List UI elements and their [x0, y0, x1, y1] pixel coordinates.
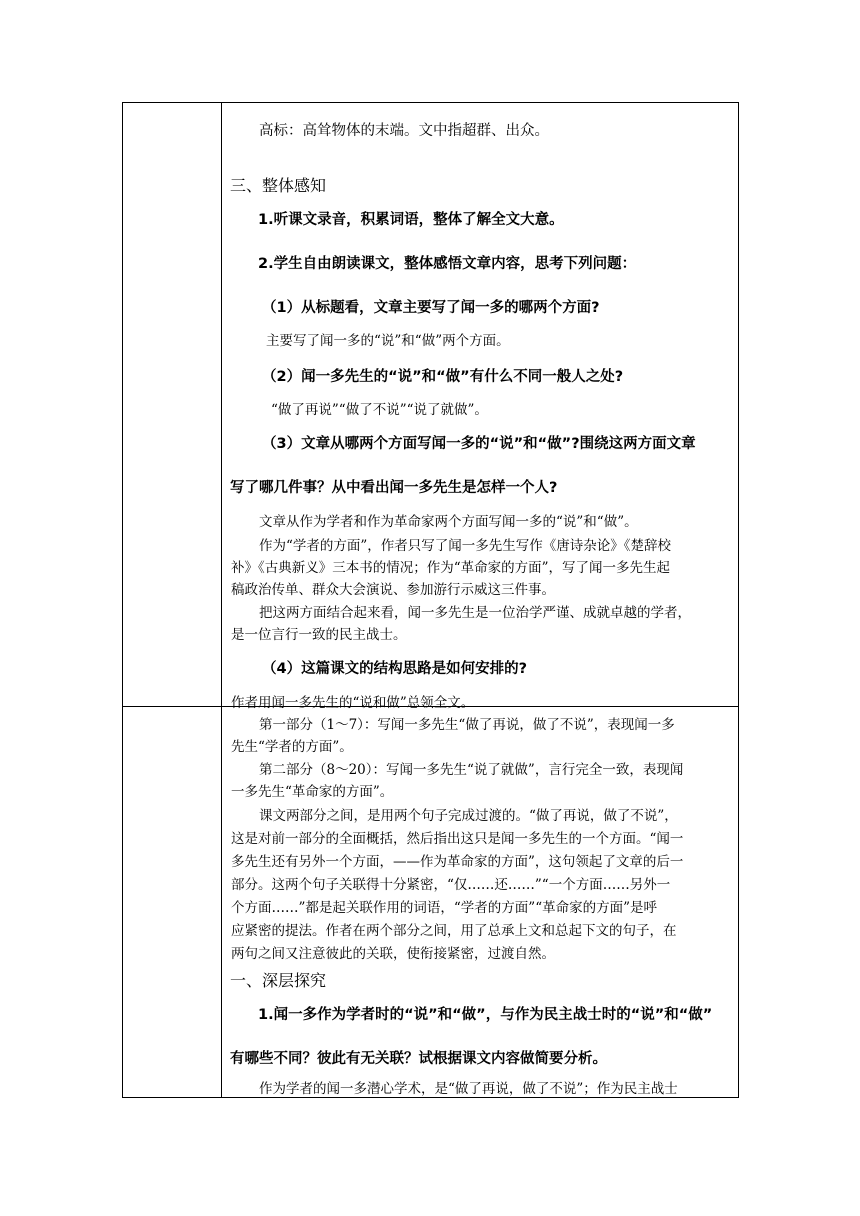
- answer-3-line-3: 补》《古典新义》三本书的情况；作为“革命家的方面”，写了闻一多先生起: [231, 560, 671, 576]
- answer-4-line-2: 第一部分（1～7）：写闻一多先生“做了再说，做了不说”，表现闻一多: [259, 717, 675, 733]
- answer-4-line-6: 课文两部分之间，是用两个句子完成过渡的。“做了再说，做了不说”，: [259, 808, 678, 824]
- answer-4-line-8: 多先生还有另外一个方面，——作为革命家的方面”，这句领起了文章的后一: [231, 854, 684, 870]
- answer-2: “做了再说”“做了不说”“说了就做”。: [271, 402, 488, 418]
- task-2: 2.学生自由朗读课文，整体感悟文章内容，思考下列问题：: [258, 256, 637, 272]
- answer-4-line-7: 这是对前一部分的全面概括，然后指出这只是闻一多先生的一个方面。“闻一: [231, 831, 684, 847]
- column-divider: [221, 102, 222, 1098]
- answer-4-line-3: 先生“学者的方面”。: [231, 739, 353, 755]
- question-3-line-1: （3）文章从哪两个方面写闻一多的“说”和“做”?围绕这两方面文章: [262, 436, 696, 452]
- section-heading-overview: 三、整体感知: [230, 176, 327, 195]
- question-1: （1）从标题看，文章主要写了闻一多的哪两个方面?: [262, 300, 600, 316]
- answer-4-line-4: 第二部分（8～20）：写闻一多先生“说了就做”，言行完全一致，表现闻: [259, 762, 684, 778]
- answer-4-line-12: 两句之间又注意彼此的关联，使衔接紧密，过渡自然。: [231, 946, 555, 962]
- note-gaobiao: 高标：高耸物体的末端。文中指超群、出众。: [259, 123, 549, 139]
- question-3-line-2: 写了哪几件事？从中看出闻一多先生是怎样一个人?: [230, 480, 558, 496]
- answer-4-line-10: 个方面……”都是起关联作用的词语，“学者的方面”“革命家的方面”是呼: [231, 900, 658, 916]
- answer-3-line-5: 把这两方面结合起来看，闻一多先生是一位治学严谨、成就卓越的学者，: [259, 605, 691, 621]
- answer-3-line-1: 文章从作为学者和作为革命家两个方面写闻一多的“说”和“做”。: [259, 514, 638, 530]
- answer-4-line-11: 应紧密的提法。作者在两个部分之间，用了总承上文和总起下文的句子，在: [231, 923, 677, 939]
- question-2: （2）闻一多先生的“说”和“做”有什么不同一般人之处?: [262, 369, 624, 385]
- answer-4-line-5: 一多先生“革命家的方面”。: [231, 784, 394, 800]
- answer-4-line-1: 作者用闻一多先生的“说和做”总领全文。: [231, 695, 475, 711]
- inquiry-question-line-1: 1.闻一多作为学者时的“说”和“做”，与作为民主战士时的“说”和“做”: [258, 1007, 713, 1023]
- answer-3-line-4: 稿政治传单、群众大会演说、参加游行示威这三件事。: [231, 582, 555, 598]
- answer-4-line-9: 部分。这两个句子关联得十分紧密，“仅……还……”“一个方面……另外一: [231, 877, 671, 893]
- task-1: 1.听课文录音，积累词语，整体了解全文大意。: [258, 212, 564, 228]
- inquiry-answer-line-1: 作为学者的闻一多潜心学术，是“做了再说，做了不说”；作为民主战士: [259, 1081, 678, 1097]
- question-4: （4）这篇课文的结构思路是如何安排的?: [262, 661, 527, 677]
- answer-3-line-6: 是一位言行一致的民主战士。: [231, 627, 407, 643]
- answer-1: 主要写了闻一多的“说”和“做”两个方面。: [266, 333, 510, 349]
- inquiry-question-line-2: 有哪些不同？彼此有无关联？试根据课文内容做简要分析。: [230, 1051, 607, 1067]
- section-heading-deep-inquiry: 一、深层探究: [230, 971, 327, 990]
- answer-3-line-2: 作为“学者的方面”，作者只写了闻一多先生写作《唐诗杂论》《楚辞校: [259, 538, 672, 554]
